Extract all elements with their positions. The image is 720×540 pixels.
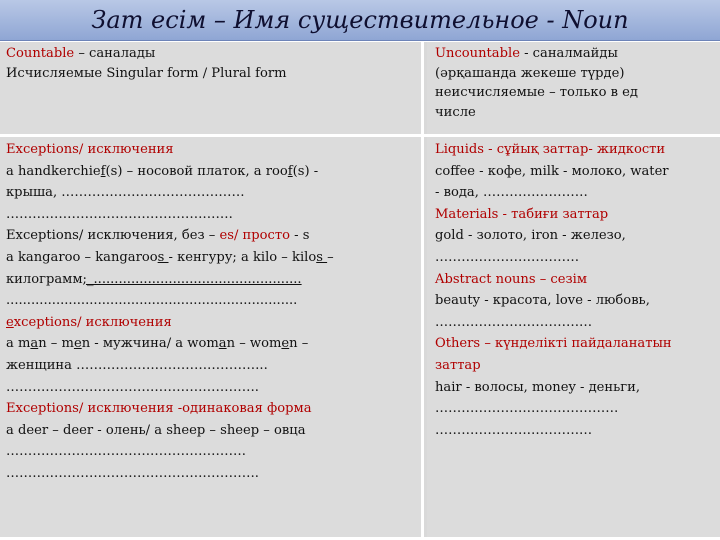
example-line: coffee - кофе, milk - молоко, water xyxy=(435,163,669,179)
blank-line: ……………………………… xyxy=(435,314,593,330)
blank-line: …………………………… xyxy=(435,249,580,265)
countable-translation: – саналады xyxy=(74,46,156,61)
liquids-heading: Liquids - сұйық заттар- жидкости xyxy=(435,142,666,157)
blank-line: ………………………………………………. xyxy=(6,444,246,460)
content-row xyxy=(0,137,720,537)
exceptions-heading-3: exceptions/ исключения xyxy=(6,314,172,330)
uncountable-header-cell xyxy=(427,42,720,134)
others-heading: Others – күнделікті пайдаланатын xyxy=(435,336,672,352)
page-title: Зат есім – Имя существительное - Noun xyxy=(0,0,720,41)
header-row xyxy=(0,42,720,134)
uncountable-note: (әрқашанда жекеше түрде) xyxy=(435,65,625,81)
example-line: a man – men - мужчина/ a woman – women – xyxy=(6,336,309,352)
materials-heading: Materials - табиғи заттар xyxy=(435,206,609,222)
others-heading-end: заттар xyxy=(435,357,481,373)
example-line: a deer – deer - олень/ a sheep – sheep – овца xyxy=(6,422,306,438)
countable-content-cell xyxy=(0,137,424,537)
blank-line: ...................................................................... xyxy=(6,293,298,309)
example-line: a kangaroo – kangaroos - кенгуру; a kilo – kilos – xyxy=(6,249,334,265)
countable-description: Исчисляемые Singular form / Plural form xyxy=(6,65,287,81)
blank-line: …………………………………… xyxy=(435,401,619,417)
exceptions-heading-4: Exceptions/ исключения -одинаковая форма xyxy=(6,401,312,417)
blank-line: …………………………………………………. xyxy=(6,465,259,481)
blank-line: ……………………………………………. xyxy=(6,206,233,222)
uncountable-translation: - саналмайды xyxy=(519,46,618,61)
example-line: крыша, …………………………………… xyxy=(6,185,245,201)
blank-line: ……………………………… xyxy=(435,422,593,438)
exceptions-heading-2: Exceptions/ исключения, без – es/ просто - s xyxy=(6,228,310,244)
example-line: килограмм;_.................................................. xyxy=(6,271,302,287)
example-line: - вода, …………………… xyxy=(435,185,588,201)
example-line: женщина …………………………………….. xyxy=(6,357,268,373)
uncountable-content-cell xyxy=(427,137,720,537)
uncountable-description: неисчисляемые – только в ед xyxy=(435,85,638,100)
uncountable-description-end: числе xyxy=(435,104,476,120)
countable-header-cell xyxy=(0,42,424,134)
countable-label: Countable xyxy=(6,46,75,61)
abstract-nouns-heading: Abstract nouns – сезім xyxy=(435,271,588,287)
example-line: beauty - красота, love - любовь, xyxy=(435,293,650,309)
example-line: gold - золото, iron - железо, xyxy=(435,228,626,244)
exceptions-heading-1: Exceptions/ исключения xyxy=(6,142,174,157)
uncountable-label: Uncountable xyxy=(435,46,520,61)
example-line: a handkerchief(s) – носовой платок, a roof(s) - xyxy=(6,163,319,179)
blank-line: …………………………………………………. xyxy=(6,379,259,395)
example-line: hair - волосы, money - деньги, xyxy=(435,379,641,395)
